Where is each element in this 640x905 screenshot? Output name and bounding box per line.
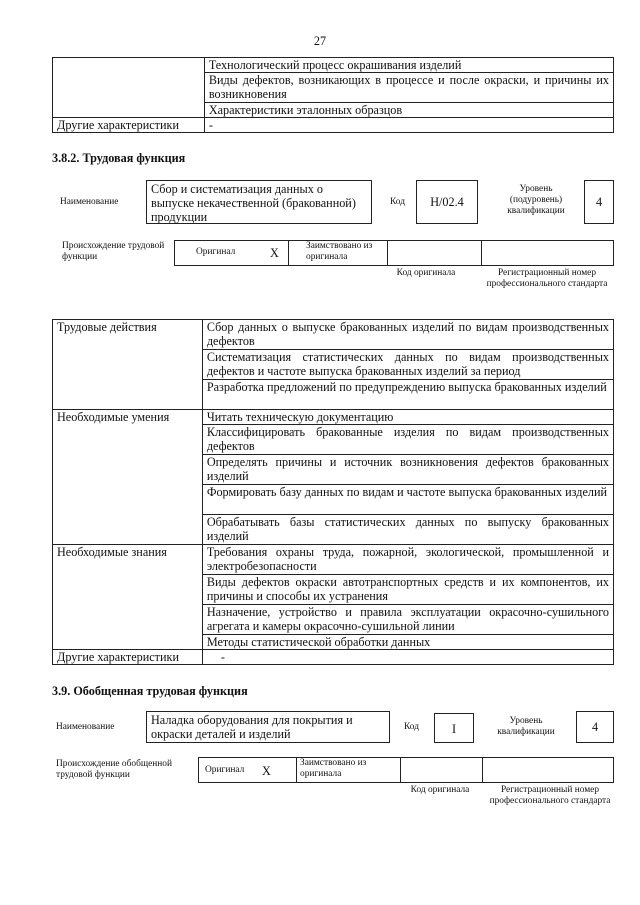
top-table-label-cell <box>53 58 205 118</box>
code-original-label: Код оригинала <box>410 785 470 795</box>
group-item: Разработка предложений по предупреждению выпуска бракованных изделий <box>202 380 613 410</box>
group-label: Необходимые знания <box>53 545 203 650</box>
main-table <box>52 319 614 665</box>
group-item: Читать техническую документацию <box>202 410 613 425</box>
code-box: I <box>434 713 474 743</box>
other-characteristics-label: Другие характеристики <box>53 118 205 133</box>
reg-number-label: Регистрационный номер профессионального стандарта <box>486 268 608 289</box>
function-name-box: Наладка оборудования для покрытия и окраски деталей и изделий <box>146 711 390 743</box>
level-box: 4 <box>576 711 614 743</box>
group-label: Необходимые умения <box>53 410 203 545</box>
name-label: Наименование <box>56 722 115 732</box>
borrowed-label: Заимствовано из оригинала <box>306 241 373 262</box>
group-label: Трудовые действия <box>53 320 203 410</box>
level-box: 4 <box>584 180 614 224</box>
level-label: Уровень квалификации <box>497 716 555 737</box>
group-item: Систематизация статистических данных по видам производственных дефектов и частоте выпуска бракованных изделий за период <box>202 350 613 380</box>
original-mark: X <box>262 764 271 778</box>
function-name-box: Сбор и систематизация данных о выпуске некачественной (бракованной) продукции <box>146 180 372 224</box>
group-item: Обрабатывать базы статистических данных по выпуску бракованных изделий <box>202 515 613 545</box>
other-characteristics-value: - <box>204 118 613 133</box>
level-label: Уровень (подуровень) квалификации <box>507 184 565 216</box>
code-label: Код <box>404 722 419 732</box>
top-table-row: Характеристики эталонных образцов <box>204 103 613 118</box>
group-item: Формировать базу данных по видам и частоте выпуска бракованных изделий <box>202 485 613 515</box>
group-item: Сбор данных о выпуске бракованных изделий по видам производственных дефектов <box>202 320 613 350</box>
origin-label: Происхождение обобщенной трудовой функции <box>56 759 172 780</box>
borrowed-label: Заимствовано из оригинала <box>300 758 367 779</box>
section-heading-382: 3.8.2. Трудовая функция <box>52 151 186 165</box>
top-table-row: Технологический процесс окрашивания изделий <box>204 58 613 73</box>
origin-label: Происхождение трудовой функции <box>62 241 165 262</box>
code-box: H/02.4 <box>416 180 478 224</box>
group-item: Определять причины и источник возникновения дефектов бракованных изделий <box>202 455 613 485</box>
section-heading-39: 3.9. Обобщенная трудовая функция <box>52 684 248 698</box>
group-item: Виды дефектов окраски автотранспортных средств и их компонентов, их причины и способы их устранения <box>202 575 613 605</box>
group-item: Классифицировать бракованные изделия по видам производственных дефектов <box>202 425 613 455</box>
group-item: Методы статистической обработки данных <box>202 635 613 650</box>
code-label: Код <box>390 197 405 207</box>
top-table-row: Виды дефектов, возникающих в процессе и после окраски, и причины их возникновения <box>204 73 613 103</box>
code-original-label: Код оригинала <box>396 268 456 278</box>
original-label: Оригинал <box>205 765 245 775</box>
top-table <box>52 57 614 133</box>
other-characteristics-value: - <box>202 650 613 665</box>
name-label: Наименование <box>60 197 119 207</box>
other-characteristics-label: Другие характеристики <box>53 650 203 665</box>
original-label: Оригинал <box>196 247 236 257</box>
group-item: Требования охраны труда, пожарной, экологической, промышленной и электробезопасности <box>202 545 613 575</box>
original-mark: X <box>270 246 279 260</box>
reg-number-label: Регистрационный номер профессионального стандарта <box>489 785 611 806</box>
group-item: Назначение, устройство и правила эксплуатации окрасочно-сушильного агрегата и камеры окрасочно-сушильной линии <box>202 605 613 635</box>
page-number: 27 <box>313 34 327 48</box>
